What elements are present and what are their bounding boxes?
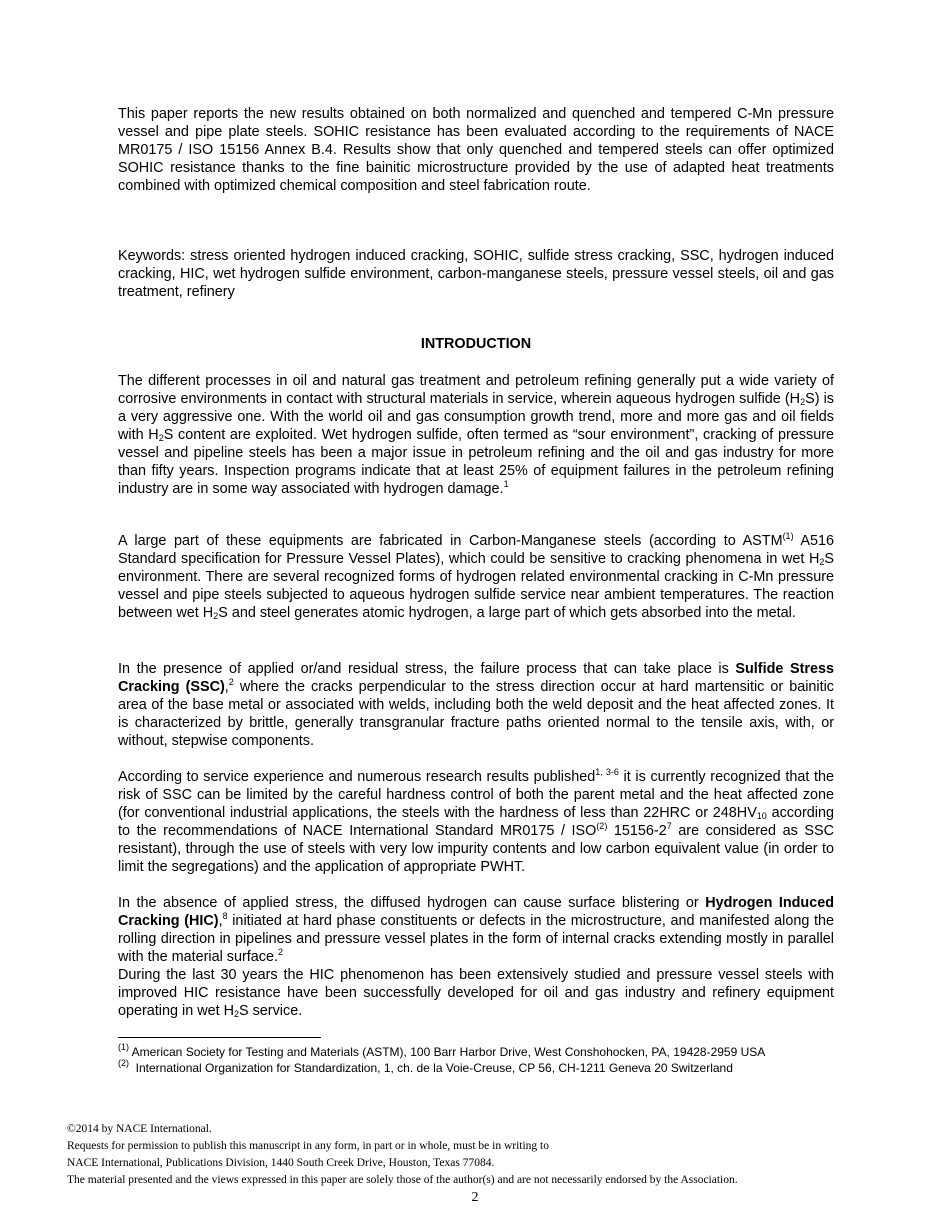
intro-paragraph-1: The different processes in oil and natural gas treatment and petroleum refining generally put a wide variety of corrosive environments in contact with structural materials in service, wherein aqueous hydrogen sulfide $(H_2S)$ is a very aggressive one. With the world oil and gas consumption growth trend, more and more gas and oil fields with $H_2S$ content are exploited. Wet hydrogen sulfide, often termed as “sour environment”, cracking of pressure vessel and pipeline steels has been a major issue in petroleum refining and the oil and gas industry for more than fifty years. Inspection programs indicate that at least 25% of equipment failures in the petroleum refining industry are in some way associated with hydrogen damage.$^1$ (118, 373, 834, 497)
footer-disclaimer: The material presented and the views expressed in this paper are solely those of the author(s) and are not necessarily endorsed by the Association. (67, 1174, 738, 1186)
intro-paragraph-5: In the absence of applied stress, the diffused hydrogen can cause surface blistering or Hydrogen Induced Cracking (HIC),$^8$ initiated at hard phase constituents or defects in the microstructure, and manifested along the rolling direction in pipelines and pressure vessel plates in the form of internal cracks extending mostly in parallel with the material surface.$^2$ (118, 895, 835, 965)
footer-copyright: ©2014 by NACE International. (67, 1123, 212, 1135)
footnote-divider (118, 1037, 321, 1038)
footnote-2: $^{(2)}$ International Organization for Standardization, 1, ch. de la Voie-Creuse, CP 56, CH-1211 Geneva 20 Switzerland (118, 1058, 733, 1075)
abstract-paragraph: This paper reports the new results obtained on both normalized and quenched and tempered C-Mn pressure vessel and pipe plate steels. SOHIC resistance has been evaluated according to the requirements of NACE MR0175 / ISO 15156 Annex B.4. Results show that only quenched and tempered steels can offer optimized SOHIC resistance thanks to the fine bainitic microstructure provided by the use of adapted heat treatments combined with optimized chemical composition and steel fabrication route. (118, 106, 834, 194)
intro-paragraph-2: A large part of these equipments are fabricated in Carbon-Manganese steels (according to ASTM$^{(1)}$ A516 Standard specification for Pressure Vessel Plates), which could be sensitive to cracking phenomena in wet $H_2S$ environment. There are several recognized forms of hydrogen related environmental cracking in C-Mn pressure vessel and pipe steels subjected to aqueous hydrogen sulfide service near ambient temperatures. The reaction between wet $H_2S$ and steel generates atomic hydrogen, a large part of which gets absorbed into the metal. (118, 531, 834, 621)
footer-permission: Requests for permission to publish this manuscript in any form, in part or in whole, must be in writing to (67, 1140, 549, 1152)
page-number: 2 (471, 1190, 479, 1205)
footnote-1: $^{(1)}$ American Society for Testing and Materials (ASTM), 100 Barr Harbor Drive, West Conshohocken, PA, 19428-2959 USA (118, 1042, 766, 1059)
intro-paragraph-6: During the last 30 years the HIC phenomenon has been extensively studied and pressure vessel steels with improved HIC resistance have been successfully developed for oil and gas industry and refinery equipment operating in wet $H_2S$ service. (118, 967, 834, 1019)
intro-paragraph-3: In the presence of applied or/and residual stress, the failure process that can take place is Sulfide Stress Cracking (SSC),$^2$ where the cracks perpendicular to the stress direction occur at hard martensitic or bainitic area of the base metal or associated with welds, including both the weld deposit and the heat affected zones. It is characterized by brittle, generally transgranular fracture paths oriented normal to the tensile axis, with, or without, stepwise components. (118, 661, 834, 749)
intro-paragraph-4: According to service experience and numerous research results published$^{1, 3-6}$ it is currently recognized that the risk of SSC can be limited by the careful hardness control of both the parent metal and the heat affected zone (for conventional industrial applications, the steels with the hardness of less than 22HRC or $248HV_{10}$ according to the recommendations of NACE International Standard MR0175 / ISO$^{(2)}$ $15156-2^7$ are considered as SSC resistant), through the use of steels with very low impurity contents and low carbon equivalent value (in order to limit the segregations) and the application of appropriate PWHT. (118, 767, 835, 875)
keywords-paragraph: Keywords: stress oriented hydrogen induced cracking, SOHIC, sulfide stress cracking, SSC, hydrogen induced cracking, HIC, wet hydrogen sulfide environment, carbon-manganese steels, pressure vessel steels, oil and gas treatment, refinery (118, 248, 834, 300)
section-heading: INTRODUCTION (420, 336, 532, 352)
footer-address: NACE International, Publications Division, 1440 South Creek Drive, Houston, Texas 77084. (67, 1157, 495, 1169)
